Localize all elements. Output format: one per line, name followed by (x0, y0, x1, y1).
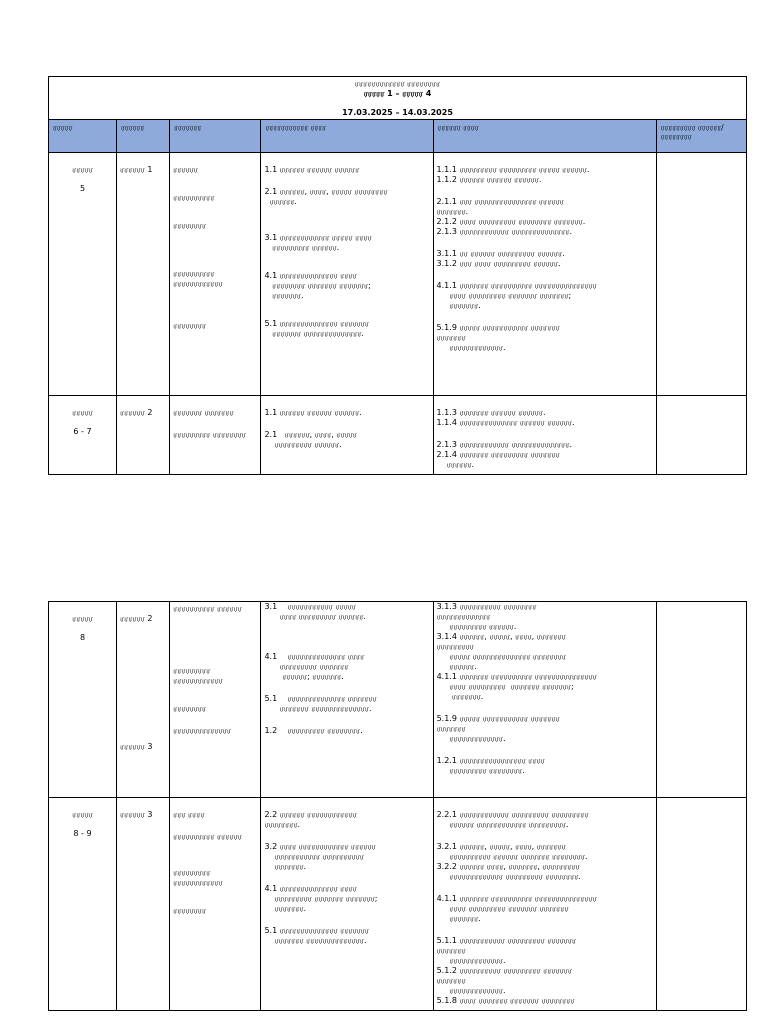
skill-item: ரரரரரரரரரரரரரர (173, 726, 231, 735)
learning-standard-item: 5.1.1 ரரரரரரரரரரர ரரரரரரரரர ரரரரரரர ரரரரரரர ரரரரரரரரரரரரர. 5.1.2 ரரரரரரரரரர ரரரரரரரரர ரரரரரரர ரரரரரரர ரரரரரரரரரரரரர. 5.1.8 ரரரர ரரரரரரர ரரரரரரர ரரரரரரரர (436, 936, 577, 1005)
learning-standard-cell (433, 602, 656, 798)
week-cell (49, 396, 117, 475)
learning-standard-item: 1.1.1 ரரரரரரரரர ரரரரரரரரர ரரரரர ரரரரரர. 1.1.2 ரரரரரர ரரரரரர ரரரரரர. (436, 165, 590, 184)
header-content-standard: ரரரரரரரரரரர ரரரர (261, 120, 433, 153)
week-number: 8 - 9 (73, 829, 92, 838)
week-cell (49, 602, 117, 798)
content-standard-item: 1.2 ரரரரரரரரர ரரரரரரரர. (264, 726, 363, 735)
unit-cell (116, 602, 169, 798)
learning-standard-item: 3.2.1 ரரரரரர, ரரரரர, ரரரர, ரரரரரரர ரரரரரரரரரர ரரரரரர ரரரரரரர ரரரரரரரர. 3.2.2 ரரரரரர ரரரர, ரரரரரரர, ரரரரரரரரர ரரரரரரரரரரரரர ரரரரரரரரர ரரரரரரரர. (436, 842, 588, 881)
unit-label: ரரரரரர 3 (119, 810, 153, 819)
skill-item: ரரரரரரரர (173, 906, 207, 915)
skill-item: ரரரரரரரர (173, 321, 207, 330)
unit-cell (116, 396, 169, 475)
skill-item: ரரரரரர (173, 165, 198, 174)
content-standard-item: 2.2 ரரரரரர ரரரரரரரரரரரர ரரரரரரரர. (264, 810, 357, 829)
week-cell (49, 153, 117, 396)
content-standard-cell (261, 798, 433, 1011)
table-row (49, 153, 747, 396)
learning-standard-item: 4.1.1 ரரரரரரர ரரரரரரரரரர ரரரரரரரரரரரரரரர ரரரர ரரரரரரரரர ரரரரரரர ரரரரரரர; ரரரரரரர. (436, 281, 597, 310)
content-standard-item: 3.2 ரரரர ரரரரரரரரரரரர ரரரரரர ரரரரரரரரரரர ரரரரரரரரரர ரரரரரரர. (264, 842, 376, 871)
learning-standard-cell (433, 396, 656, 475)
content-standard-item: 2.1 ரரரரரர, ரரரர, ரரரரர ரரரரரரரர ரரரரரர. (264, 187, 388, 206)
skill-cell (170, 153, 261, 396)
week-label: ரரரரர (72, 408, 93, 417)
content-standard-item: 4.1 ரரரரரரரரரரரரரர ரரரர ரரரரரரரரர ரரரரரரர ரரரரரரர; ரரரரரரர. (264, 884, 378, 913)
content-standard-cell (261, 396, 433, 475)
learning-standard-item: 4.1.1 ரரரரரரர ரரரரரரரரரர ரரரரரரரரரரரரரரர ரரரர ரரரரரரரரர ரரரரரரர ரரரரரரர ரரரரரரர. (436, 894, 597, 923)
table-row (49, 798, 747, 1011)
header-skill: ரரரரரரர (170, 120, 261, 153)
skill-cell (170, 602, 261, 798)
content-standard-item: 1.1 ரரரரரர ரரரரரர ரரரரரர. (264, 408, 362, 417)
skill-item: ரரரரரரரரரர (173, 193, 215, 202)
header-notes: ரரரரரரரரர ரரரரரர/ ரரரரரரரர (656, 120, 746, 153)
learning-standard-cell (433, 798, 656, 1011)
content-standard-item: 4.1 ரரரரரரரரரரரரரர ரரரர ரரரரரரரர ரரரரரரர ரரரரரரர; ரரரரரரர. (264, 271, 371, 300)
notes-cell (656, 602, 746, 798)
title-line-1: ரரரரரரரரரரரர ரரரரரரரர (354, 79, 441, 88)
skill-item: ரரரரரரரரர ரரரரரரரர (173, 430, 246, 439)
skill-item: ரரரரரரரரர ரரரரரரரரரரரர (173, 868, 223, 887)
week-label: ரரரரர (72, 810, 93, 819)
unit-label: ரரரரரர 1 (119, 165, 153, 174)
skill-cell (170, 396, 261, 475)
week-number: 8 (79, 633, 86, 642)
skill-item: ரரரரரரரர (173, 704, 207, 713)
skill-item: ரரரரரரரரர ரரரரரரரரரரரர (173, 666, 223, 685)
content-standard-cell (261, 153, 433, 396)
title-line-2: ரரரரர 1 – ரரரரர 4 (363, 89, 432, 98)
content-standard-item: 5.1 ரரரரரரரரரரரரரர ரரரரரரர ரரரரரரர ரரரரரரரரரரரரரர. (264, 694, 377, 713)
unit-label: ரரரரரர 2 (119, 614, 153, 623)
learning-standard-item: 2.1.3 ரரரரரரரரரரரர ரரரரரரரரரரரரரர. 2.1.4 ரரரரரரர ரரரரரரரரர ரரரரரரர ரரரரரர. (436, 440, 572, 469)
content-standard-item: 5.1 ரரரரரரரரரரரரரர ரரரரரரர ரரரரரரர ரரரரரரரரரரரரரர. (264, 926, 370, 945)
learning-standard-cell (433, 153, 656, 396)
week-cell (49, 798, 117, 1011)
notes-cell (656, 396, 746, 475)
skill-cell (170, 798, 261, 1011)
skill-item: ரரர ரரரர (173, 810, 205, 819)
header-week: ரரரரர (49, 120, 117, 153)
unit-cell (116, 153, 169, 396)
week-label: ரரரரர (72, 165, 93, 174)
unit-cell (116, 798, 169, 1011)
unit-label: ரரரரரர 2 (119, 408, 153, 417)
lesson-plan-table-2 (48, 601, 747, 1011)
learning-standard-item: 2.1.1 ரரர ரரரரரரரரரரரரரரர ரரரரரர ரரரரரரர. 2.1.2 ரரரர ரரரரரரரரர ரரரரரரரர ரரரரரரர. 2.1.3 ரரரரரரரரரரரர ரரரரரரரரரரரரரர. (436, 197, 586, 236)
table-title (49, 77, 747, 120)
learning-standard-item: 3.1.1 ரர ரரரரரர ரரரரரரரரர ரரரரரர. 3.1.2 ரரர ரரரர ரரரரரரரரர ரரரரரர. (436, 249, 565, 268)
header-unit: ரரரரரர (116, 120, 169, 153)
content-standard-cell (261, 602, 433, 798)
learning-standard-item: 5.1.9 ரரரரர ரரரரரரரரரரர ரரரரரரர ரரரரரரர ரரரரரரரரரரரரர. (436, 323, 560, 352)
learning-standard-item: 1.1.3 ரரரரரரர ரரரரரர ரரரரரர. 1.1.4 ரரரரரரரரரரரரரர ரரரரரர ரரரரரர. (436, 408, 575, 427)
header-row (49, 120, 747, 153)
skill-item: ரரரரரரரரரர ரரரரரர (173, 832, 242, 841)
skill-item: ரரரரரரரர (173, 221, 207, 230)
table-row (49, 602, 747, 798)
learning-standard-item: 3.1.3 ரரரரரரரரரர ரரரரரரரர ரரரரரரரரரரரரர ரரரரரரரரர ரரரரரர. 3.1.4 ரரரரரர, ரரரரர, ரரரர, ரரரரரரர ரரரரரரரரர ரரரரர ரரரரரரரரரரரரரர ரரரரரரரர ரரரரரர. 4.1.1 ரரரரரரர ரரரரரரரரரர ரரரரரரரரரரரரரரர ரரரர ரரரரரரரரர ரரரரரரர ரரரரரரர; ரரரரரரர. (436, 602, 597, 701)
week-number: 5 (79, 184, 86, 193)
skill-item: ரரரரரரர ரரரரரரர (173, 408, 234, 417)
week-number: 6 - 7 (73, 427, 92, 436)
content-standard-item: 3.1 ரரரரரரரரரரர ரரரரர ரரரர ரரரரரரரரர ரரரரரர. (264, 602, 366, 621)
title-date-range: 17.03.2025 – 14.03.2025 (342, 108, 453, 117)
content-standard-item: 1.1 ரரரரரர ரரரரரர ரரரரரர (264, 165, 360, 174)
learning-standard-item: 2.2.1 ரரரரரரரரரரரர ரரரரரரரரர ரரரரரரரரர ரரரரரர ரரரரரரரரரரரர ரரரரரரரரர. (436, 810, 589, 829)
skill-item: ரரரரரரரரரர ரரரரரரரரரரரர (173, 269, 223, 288)
skill-item: ரரரரரரரரரர ரரரரரர (173, 604, 242, 613)
content-standard-item: 4.1 ரரரரரரரரரரரரரர ரரரர ரரரரரரரரர ரரரரரரர ரரரரரர; ரரரரரரர. (264, 652, 365, 681)
learning-standard-item: 5.1.9 ரரரரர ரரரரரரரரரரர ரரரரரரர ரரரரரரர ரரரரரரரரரரரரர. (436, 714, 560, 743)
content-standard-item: 3.1 ரரரரரரரரரரரர ரரரரர ரரரர ரரரரரரரரர ரரரரரர. (264, 233, 372, 252)
notes-cell (656, 798, 746, 1011)
unit-label: ரரரரரர 3 (119, 742, 153, 751)
content-standard-item: 5.1 ரரரரரரரரரரரரரர ரரரரரரர ரரரரரரர ரரரரரரரரரரரரரர. (264, 319, 370, 338)
week-label: ரரரரர (72, 614, 93, 623)
table-row (49, 396, 747, 475)
header-learning-standard: ரரரரரர ரரரர (433, 120, 656, 153)
notes-cell (656, 153, 746, 396)
content-standard-item: 2.1 ரரரரரர, ரரரர, ரரரரர ரரரரரரரரர ரரரரரர. (264, 430, 357, 449)
learning-standard-item: 1.2.1 ரரரரரரரரரரரரரரரர ரரரர ரரரரரரரரர ரரரரரரரர. (436, 756, 545, 775)
lesson-plan-table-1 (48, 76, 747, 475)
